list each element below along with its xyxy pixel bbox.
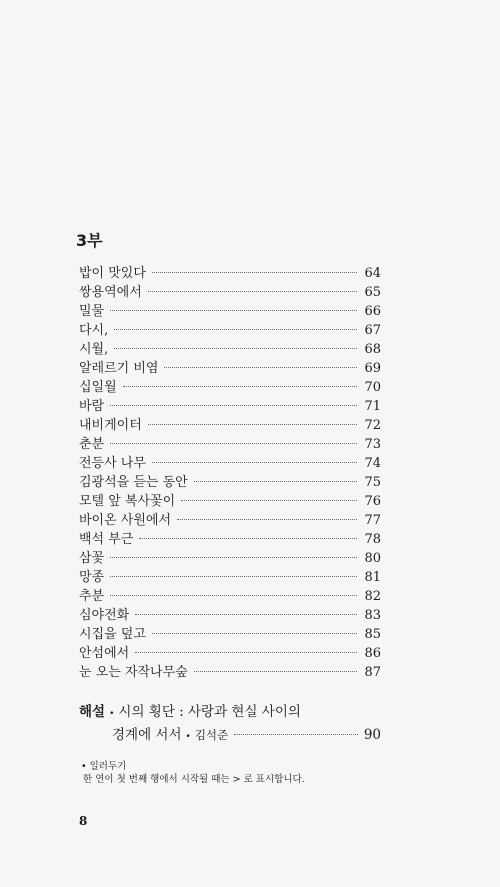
toc-entry-title: 밥이 맛있다	[79, 266, 146, 281]
toc-entry	[79, 283, 381, 302]
toc-entry-page: 65	[364, 285, 381, 300]
commentary-line-1	[79, 702, 381, 722]
toc-entry	[79, 606, 381, 625]
toc-entry	[79, 416, 381, 435]
commentary-title-line1: 시의 횡단 : 사랑과 현실 사이의	[118, 704, 301, 720]
dot-leader	[110, 557, 357, 558]
toc-entry-page: 85	[364, 627, 381, 642]
dot-leader	[148, 424, 357, 425]
toc-entry-page: 68	[364, 342, 381, 357]
toc-entry-page: 66	[364, 304, 381, 319]
toc-entry-page: 82	[364, 589, 381, 604]
dot-leader	[148, 291, 357, 292]
toc-entry-page: 80	[364, 551, 381, 566]
dot-leader	[194, 481, 357, 482]
toc-entry-page: 71	[364, 399, 381, 414]
toc-entry-title: 쌍용역에서	[79, 285, 142, 300]
dot-leader	[152, 633, 357, 634]
toc-entry	[79, 321, 381, 340]
toc-entry-page: 87	[364, 665, 381, 680]
toc-entry-title: 바이온 사원에서	[79, 513, 172, 528]
toc-entry	[79, 663, 381, 682]
dot-leader	[123, 386, 357, 387]
toc-entry-page: 76	[364, 494, 381, 509]
dot-leader	[110, 405, 357, 406]
toc-entry	[79, 302, 381, 321]
table-of-contents	[79, 264, 381, 682]
notes-title: • 일러두기	[81, 761, 127, 772]
toc-entry-page: 74	[364, 456, 381, 471]
toc-entry-title: 밀물	[79, 304, 105, 319]
dot-leader	[164, 367, 357, 368]
toc-entry-page: 77	[364, 513, 381, 528]
toc-entry-page: 64	[364, 266, 381, 281]
toc-entry	[79, 397, 381, 416]
toc-entry	[79, 359, 381, 378]
dot-leader	[135, 614, 357, 615]
toc-entry-page: 83	[364, 608, 381, 623]
toc-entry-title: 시월,	[79, 342, 109, 357]
dot-leader	[110, 443, 357, 444]
toc-entry-title: 전등사 나무	[79, 456, 146, 471]
toc-entry-page: 67	[364, 323, 381, 338]
dot-leader	[234, 734, 358, 735]
commentary-page: 90	[363, 727, 381, 743]
toc-entry-title: 안섬에서	[79, 646, 130, 661]
toc-entry	[79, 454, 381, 473]
toc-entry	[79, 530, 381, 549]
toc-entry-title: 다시,	[79, 323, 109, 338]
dot-leader	[181, 500, 357, 501]
toc-entry-title: 망종	[79, 570, 105, 585]
toc-entry-title: 시집을 덮고	[79, 627, 146, 642]
toc-entry-title: 눈 오는 자작나무숲	[79, 665, 188, 680]
commentary-label: 해설	[79, 704, 106, 720]
editorial-notes	[81, 760, 305, 786]
toc-entry-title: 내비게이터	[79, 418, 142, 433]
toc-entry-title: 모텔 앞 복사꽃이	[79, 494, 176, 509]
toc-entry	[79, 473, 381, 492]
commentary-entry	[79, 702, 381, 746]
toc-entry	[79, 435, 381, 454]
toc-entry-title: 알레르기 비염	[79, 361, 159, 376]
toc-entry-page: 72	[364, 418, 381, 433]
toc-entry-title: 바람	[79, 399, 105, 414]
commentary-title-line2: 경계에 서서	[112, 727, 182, 743]
toc-entry-page: 81	[364, 570, 381, 585]
toc-entry-page: 75	[364, 475, 381, 490]
dot-leader	[110, 310, 357, 311]
toc-entry-title: 십일월	[79, 380, 117, 395]
dot-leader	[135, 652, 357, 653]
dot-leader	[152, 272, 357, 273]
page-number: 8	[79, 814, 88, 828]
toc-entry	[79, 492, 381, 511]
toc-entry	[79, 264, 381, 283]
toc-entry-title: 심야전화	[79, 608, 130, 623]
commentary-line-2	[112, 724, 381, 746]
toc-entry-page: 86	[364, 646, 381, 661]
toc-entry-page: 73	[364, 437, 381, 452]
toc-entry-title: 김광석을 듣는 동안	[79, 475, 188, 490]
notes-body: 한 연이 첫 번째 행에서 시작될 때는 > 로 표시합니다.	[83, 774, 305, 785]
toc-entry	[79, 587, 381, 606]
toc-entry-page: 78	[364, 532, 381, 547]
toc-entry	[79, 549, 381, 568]
commentary-bullet: •	[185, 732, 191, 742]
toc-entry	[79, 340, 381, 359]
dot-leader	[114, 348, 357, 349]
dot-leader	[152, 462, 357, 463]
toc-entry	[79, 568, 381, 587]
dot-leader	[110, 595, 357, 596]
dot-leader	[110, 576, 357, 577]
toc-entry-page: 70	[364, 380, 381, 395]
toc-entry	[79, 511, 381, 530]
toc-entry-page: 69	[364, 361, 381, 376]
commentary-bullet: •	[109, 709, 115, 719]
toc-entry-title: 추분	[79, 589, 105, 604]
dot-leader	[177, 519, 357, 520]
commentary-author: 김석준	[194, 728, 229, 742]
dot-leader	[194, 671, 357, 672]
toc-entry	[79, 378, 381, 397]
part-title: 3부	[76, 231, 103, 250]
toc-entry-title: 춘분	[79, 437, 105, 452]
toc-entry-title: 삼꽃	[79, 551, 105, 566]
toc-entry	[79, 644, 381, 663]
dot-leader	[139, 538, 357, 539]
dot-leader	[114, 329, 357, 330]
toc-entry-title: 백석 부근	[79, 532, 134, 547]
toc-entry	[79, 625, 381, 644]
